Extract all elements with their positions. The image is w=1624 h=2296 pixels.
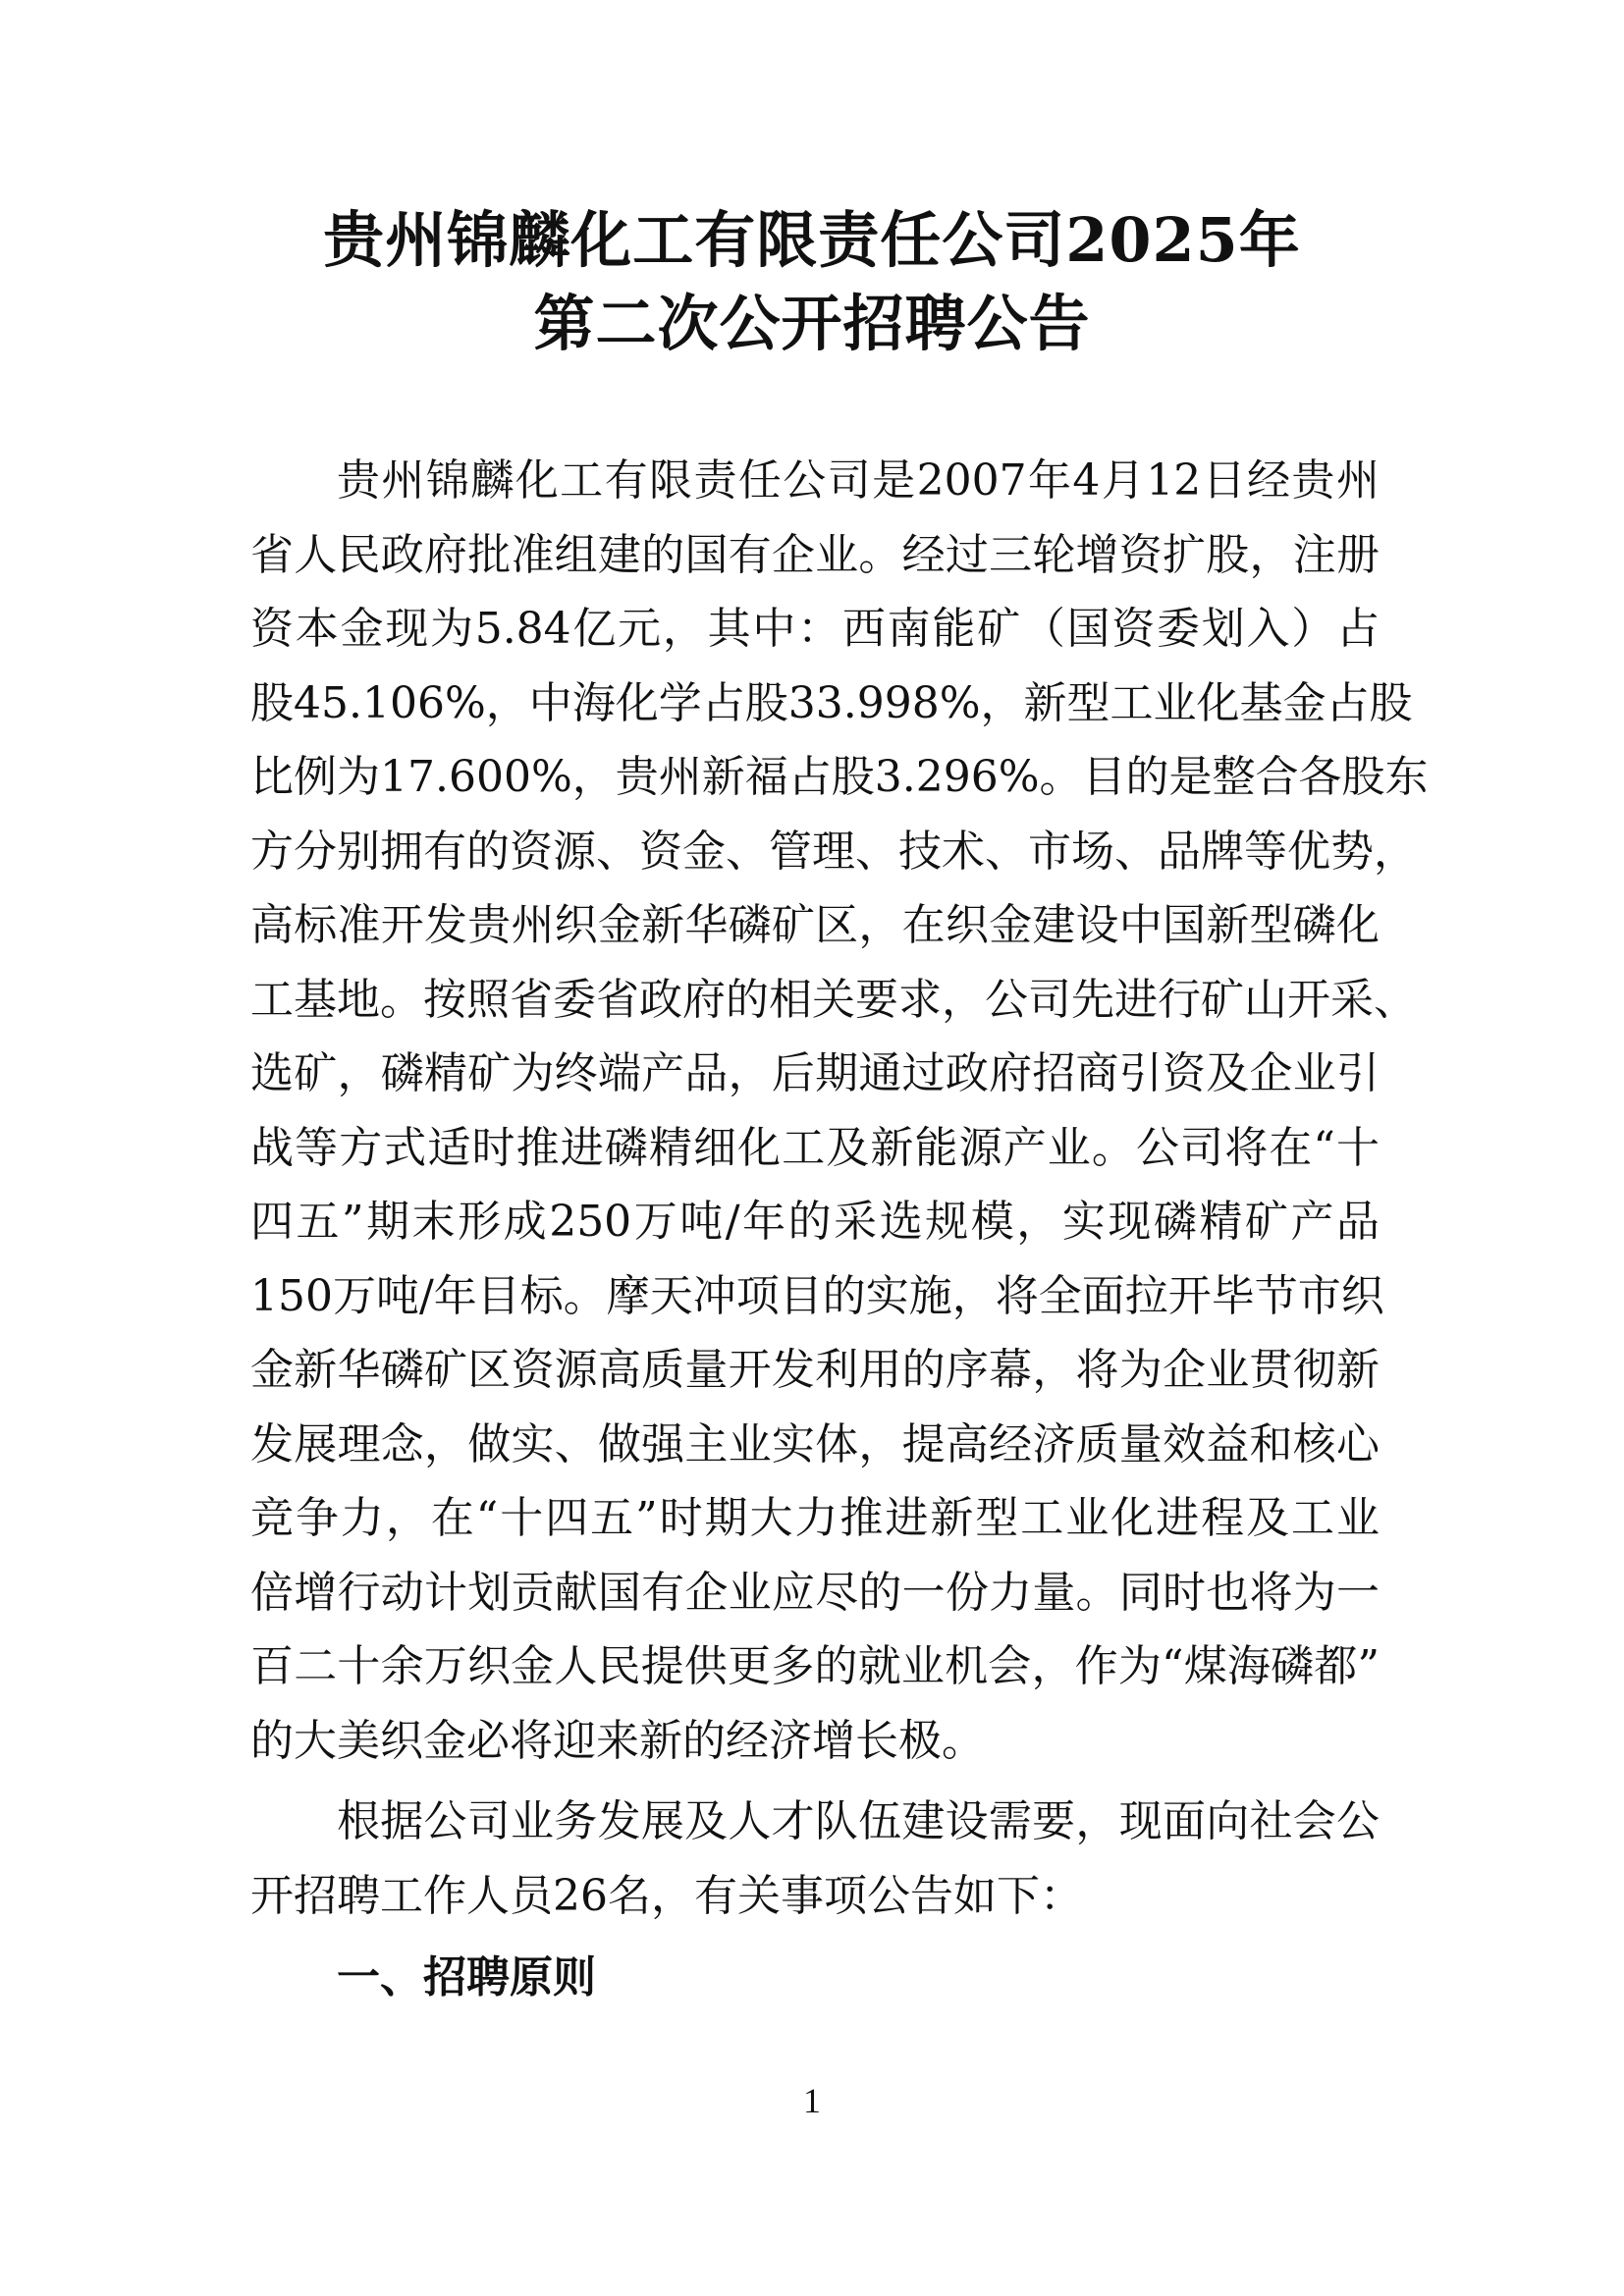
paragraph-line: 省人民政府批准组建的国有企业。经过三轮增资扩股，注册: [250, 529, 1380, 580]
paragraph-line: 贵州锦麟化工有限责任公司是2007年4月12日经贵州: [337, 455, 1380, 506]
document-title-line-2: 第二次公开招聘公告: [533, 288, 1091, 359]
document-title-line-1: 贵州锦麟化工有限责任公司2025年: [323, 204, 1301, 276]
paragraph-line: 四五”期末形成250万吨/年的采选规模，实现磷精矿产品: [250, 1197, 1380, 1247]
paragraph-line: 根据公司业务发展及人才队伍建设需要，现面向社会公: [337, 1796, 1380, 1846]
paragraph-line: 高标准开发贵州织金新华磷矿区，在织金建设中国新型磷化: [250, 900, 1380, 950]
intro-paragraph: [250, 444, 1429, 1778]
paragraph-line: 金新华磷矿区资源高质量开发利用的序幕，将为企业贯彻新: [250, 1345, 1380, 1395]
paragraph-line: 比例为17.600%，贵州新福占股3.296%。目的是整合各股东: [250, 752, 1429, 802]
paragraph-line: 股45.106%，中海化学占股33.998%，新型工业化基金占股: [250, 677, 1413, 728]
page-number: 1: [803, 2081, 821, 2120]
paragraph-line: 资本金现为5.84亿元，其中：西南能矿（国资委划入）占: [250, 604, 1380, 654]
paragraph-line: 方分别拥有的资源、资金、管理、技术、市场、品牌等优势，: [250, 826, 1417, 877]
paragraph-line: 战等方式适时推进磷精细化工及新能源产业。公司将在“十: [250, 1122, 1380, 1173]
recruitment-paragraph: [250, 1785, 1380, 1933]
paragraph-line: 选矿，磷精矿为终端产品，后期通过政府招商引资及企业引: [250, 1048, 1380, 1098]
paragraph-line: 倍增行动计划贡献国有企业应尽的一份力量。同时也将为一: [250, 1567, 1380, 1618]
paragraph-line: 百二十余万织金人民提供更多的就业机会，作为“煤海磷都”: [250, 1641, 1380, 1691]
paragraph-line: 发展理念，做实、做强主业实体，提高经济质量效益和核心: [250, 1418, 1380, 1469]
paragraph-line: 150万吨/年目标。摩天冲项目的实施，将全面拉开毕节市织: [250, 1270, 1384, 1321]
paragraph-line: 的大美织金必将迎来新的经济增长极。: [250, 1715, 985, 1766]
paragraph-line: 竞争力，在“十四五”时期大力推进新型工业化进程及工业: [250, 1493, 1380, 1543]
paragraph-line: 工基地。按照省委省政府的相关要求，公司先进行矿山开采、: [250, 974, 1417, 1025]
paragraph-line: 开招聘工作人员26名，有关事项公告如下：: [250, 1870, 1083, 1921]
section-heading: 一、招聘原则: [337, 1952, 596, 2002]
